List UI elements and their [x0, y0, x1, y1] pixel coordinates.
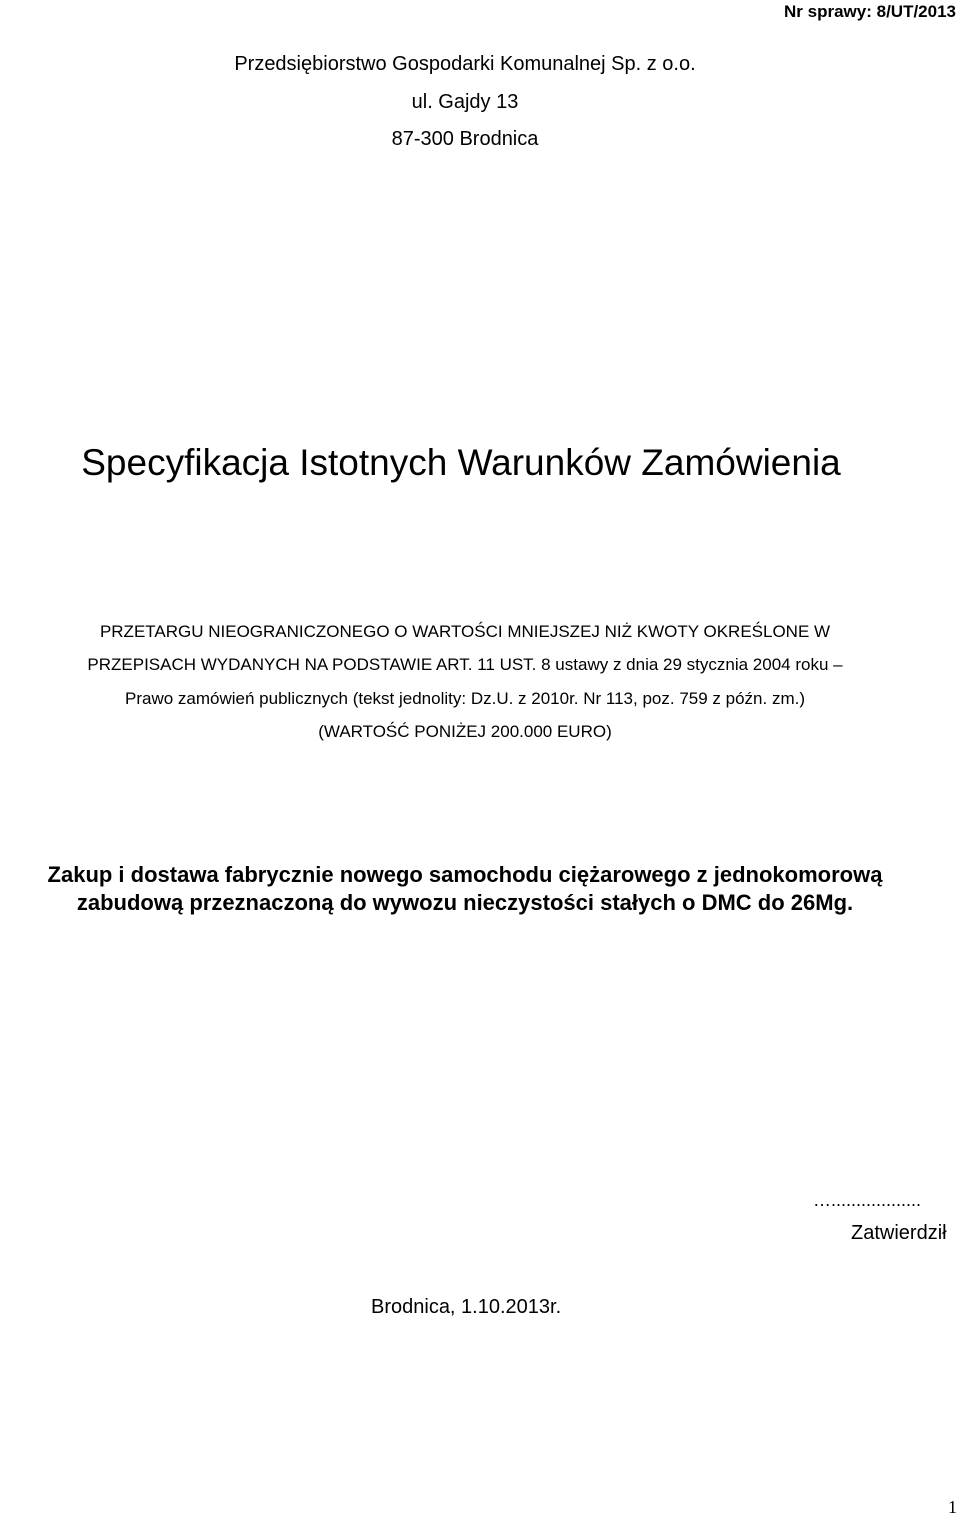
issuer-name: Przedsiębiorstwo Gospodarki Komunalnej Sp. z o.o. [234, 53, 696, 75]
document-title: Specyfikacja Istotnych Warunków Zamówienia [81, 442, 841, 483]
issuer-street: ul. Gajdy 13 [411, 91, 519, 113]
tender-mode-line: PRZETARGU NIEOGRANICZONEGO O WARTOŚCI MNIEJSZEJ NIŻ KWOTY OKREŚLONE W [99, 622, 831, 641]
approval-label: Zatwierdził [851, 1222, 947, 1244]
signature-line: ….................. [813, 1190, 922, 1210]
procurement-subject-line: Zakup i dostawa fabrycznie nowego samochodu ciężarowego z jednokomorową [47, 862, 883, 887]
page-number: 1 [948, 1497, 957, 1517]
issuer-city: 87-300 Brodnica [391, 128, 539, 150]
tender-value-threshold: (WARTOŚĆ PONIŻEJ 200.000 EURO) [318, 722, 612, 741]
place-and-date: Brodnica, 1.10.2013r. [371, 1296, 562, 1318]
case-number: Nr sprawy: 8/UT/2013 [784, 2, 956, 21]
tender-mode-line: Prawo zamówień publicznych (tekst jednolity: Dz.U. z 2010r. Nr 113, poz. 759 z późn. zm.) [125, 689, 805, 708]
tender-mode-line: PRZEPISACH WYDANYCH NA PODSTAWIE ART. 11 UST. 8 ustawy z dnia 29 stycznia 2004 roku – [87, 655, 843, 674]
procurement-subject-line: zabudową przeznaczoną do wywozu nieczystości stałych o DMC do 26Mg. [76, 890, 854, 915]
